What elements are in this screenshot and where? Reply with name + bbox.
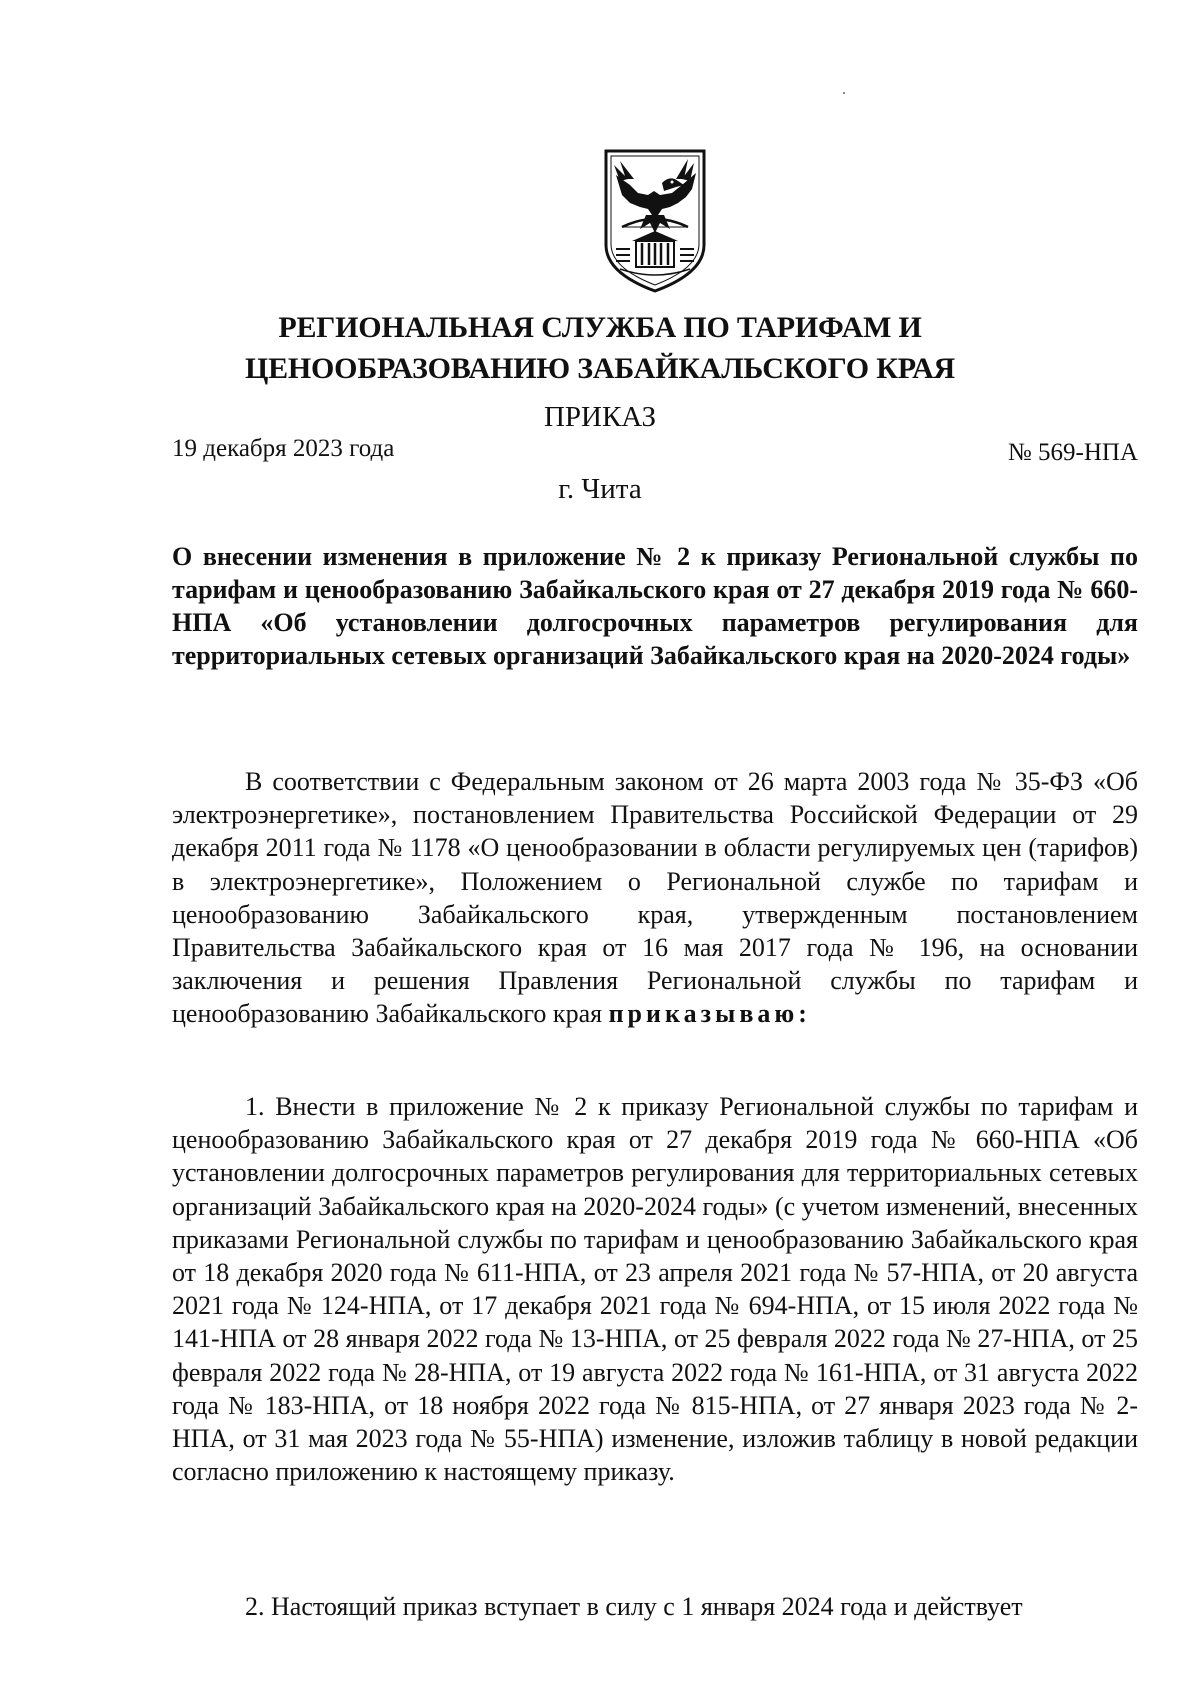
order-date: 19 декабря 2023 года: [172, 435, 395, 462]
order-action-word: приказываю:: [608, 999, 811, 1029]
clause-1-text: 1. Внести в приложение № 2 к приказу Региональной службы по тарифам и ценообразованию Забайкальского края от 27 декабря 2019 года № 660-НПА «Об установлении долгосрочных параметров регулирования для территориальных сетевых организаций Забайкальского края на 2020-2024 годы» (с учетом изменений, внесенных приказами Региональной службы по тарифам и ценообразованию Забайкальского края от 18 декабря 2020 года № 611-НПА, от 23 апреля 2021 года № 57-НПА, от 20 августа 2021 года № 124-НПА, от 17 декабря 2021 года № 694-НПА, от 15 июля 2022 года № 141-НПА от 28 января 2022 года № 13-НПА, от 25 февраля 2022 года № 27-НПА, от 25 февраля 2022 года № 28-НПА, от 19 августа 2022 года № 161-НПА, от 31 августа 2022 года № 183-НПА, от 18 ноября 2022 года № 815-НПА, от 27 января 2023 года № 2-НПА, от 31 мая 2023 года № 55-НПА) изменение, изложив таблицу в новой редакции согласно приложению к настоящему приказу.: [172, 1092, 1138, 1487]
preamble-paragraph: [172, 765, 1138, 1031]
preamble-text: В соответствии с Федеральным законом от 26 марта 2003 года № 35-ФЗ «Об электроэнергетике», постановлением Правительства Российской Федерации от 29 декабря 2011 года № 1178 «О ценообразовании в области регулируемых цен (тарифов) в электроэнергетике», Положением о Региональной службе по тарифам и ценообразованию Забайкальского края, утвержденным постановлением Правительства Забайкальского края от 16 мая 2017 года № 196, на основании заключения и решения Правления Региональной службы по тарифам и ценообразованию Забайкальского края: [172, 767, 1138, 1029]
clause-2-text: 2. Настоящий приказ вступает в силу с 1 января 2024 года и действует: [245, 1592, 1023, 1621]
order-city: г. Чита: [558, 473, 642, 505]
scan-speck: [843, 92, 845, 94]
clause-2: [172, 1590, 1138, 1623]
organization-title: [200, 307, 1000, 389]
organization-title-line-1: РЕГИОНАЛЬНАЯ СЛУЖБА ПО ТАРИФАМ И: [278, 311, 922, 344]
order-title: ПРИКАЗ: [543, 401, 657, 433]
clause-1: [172, 1090, 1138, 1488]
order-subject: О внесении изменения в приложение № 2 к приказу Региональной службы по тарифам и ценообразованию Забайкальского края от 27 декабря 2019 года № 660-НПА «Об установлении долгосрочных параметров регулирования для территориальных сетевых организаций Забайкальского края на 2020-2024 годы»: [172, 542, 1138, 670]
coat-of-arms-emblem: [600, 145, 710, 295]
organization-title-line-2: ЦЕНООБРАЗОВАНИЮ ЗАБАЙКАЛЬСКОГО КРАЯ: [244, 352, 956, 385]
order-number: № 569-НПА: [1007, 439, 1138, 466]
